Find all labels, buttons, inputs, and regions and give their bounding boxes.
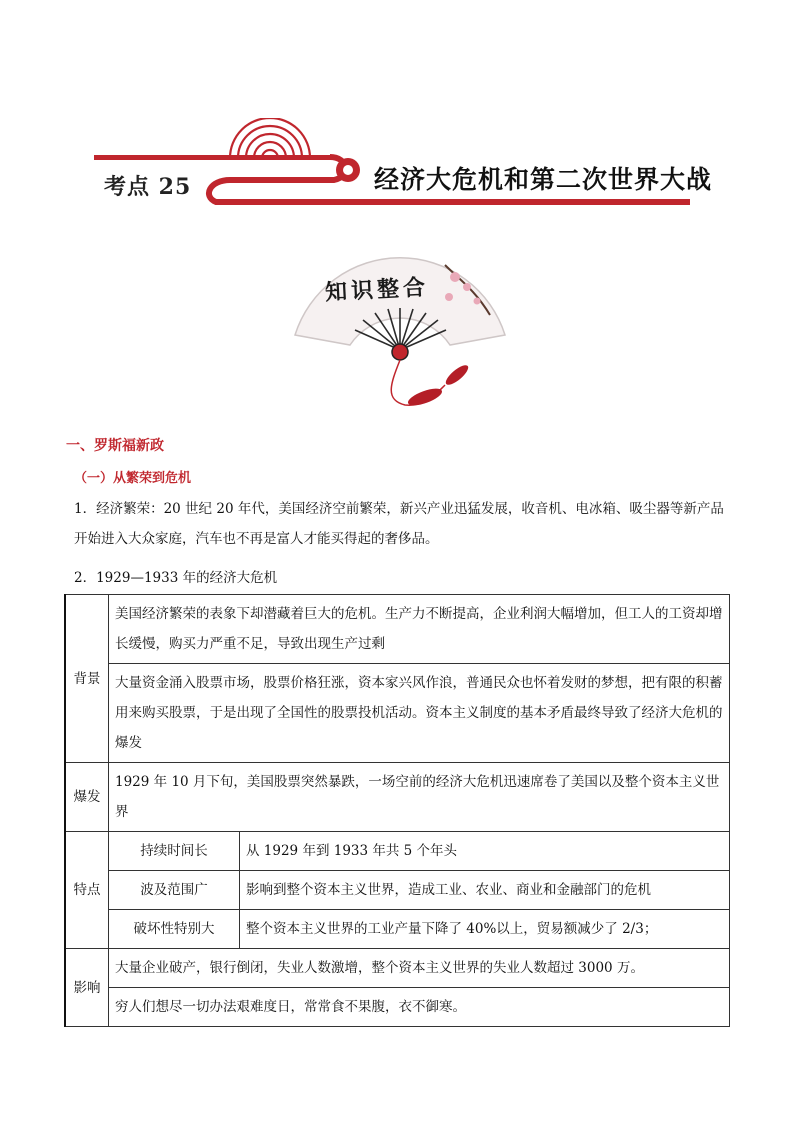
row-label-outbreak: 爆发 — [65, 763, 109, 832]
background-cell-1: 美国经济繁荣的表象下却潜藏着巨大的危机。生产力不断提高，企业利润大幅增加，但工人的工资却增长缓慢，购买力严重不足，导致出现生产过剩 — [109, 595, 730, 664]
crisis-table — [64, 594, 730, 1027]
feature-name: 破坏性特别大 — [109, 910, 240, 949]
table-row — [65, 763, 730, 832]
feature-name: 波及范围广 — [109, 871, 240, 910]
impact-cell-2: 穷人们想尽一切办法艰难度日，常常食不果腹，衣不御寒。 — [109, 988, 730, 1027]
page-title: 经济大危机和第二次世界大战 — [374, 165, 713, 194]
feature-text: 整个资本主义世界的工业产量下降了 40%以上，贸易额减少了 2/3； — [240, 910, 730, 949]
table-row — [65, 832, 730, 871]
table-row — [65, 871, 730, 910]
feature-text: 影响到整个资本主义世界，造成工业、农业、商业和金融部门的危机 — [240, 871, 730, 910]
fan-label: 知识整合 — [324, 274, 430, 306]
knowledge-fan-illustration — [285, 225, 515, 415]
subsection-heading: （一）从繁荣到危机 — [74, 471, 192, 486]
table-row — [65, 595, 730, 664]
impact-cell-1: 大量企业破产，银行倒闭，失业人数激增，整个资本主义世界的失业人数超过 3000 万。 — [109, 949, 730, 988]
background-cell-2: 大量资金涌入股票市场，股票价格狂涨，资本家兴风作浪，普通民众也怀着发财的梦想，把有限的积蓄用来购买股票，于是出现了全国性的股票投机活动。资本主义制度的基本矛盾最终导致了经济大危机的爆发 — [109, 664, 730, 763]
paragraph-crisis-title: 2．1929—1933 年的经济大危机 — [74, 570, 278, 586]
outbreak-cell: 1929 年 10 月下旬，美国股票突然暴跌，一场空前的经济大危机迅速席卷了美国以及整个资本主义世界 — [109, 763, 730, 832]
table-row — [65, 910, 730, 949]
paragraph-economic-boom: 1．经济繁荣：20 世纪 20 年代，美国经济空前繁荣，新兴产业迅猛发展，收音机、电冰箱、吸尘器等新产品开始进入大众家庭，汽车也不再是富人才能买得起的奢侈品。 — [74, 501, 724, 547]
row-label-impact: 影响 — [65, 949, 109, 1027]
topic-number: 考点 25 — [104, 174, 192, 200]
table-row — [65, 988, 730, 1027]
section-heading: 一、罗斯福新政 — [66, 438, 164, 454]
fan-icon — [285, 225, 515, 415]
row-label-background: 背景 — [65, 595, 109, 763]
topic-banner — [90, 118, 713, 208]
row-label-features: 特点 — [65, 832, 109, 949]
feature-text: 从 1929 年到 1933 年共 5 个年头 — [240, 832, 730, 871]
feature-name: 持续时间长 — [109, 832, 240, 871]
table-row — [65, 949, 730, 988]
table-row — [65, 664, 730, 763]
